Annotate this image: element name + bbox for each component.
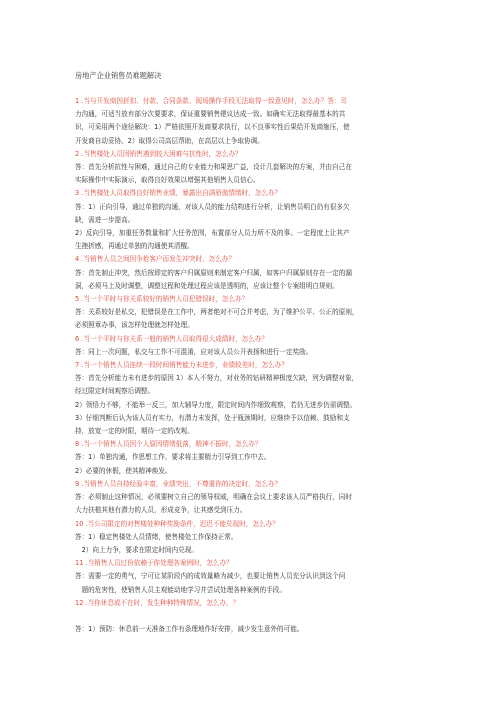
question-line: 11 .当销售人员过份依赖于你处理各案例时，怎么办？ bbox=[75, 559, 233, 568]
answer-line: 2）反向引导，加重任务数量和扩大任务范围，布置部分人员力所不及的事。一定程度上让其产 bbox=[75, 229, 350, 238]
answer-line: 答：1）预防：休息前一天准备工作有条理地作好安排，减少发生意外的可能。 bbox=[75, 625, 304, 634]
answer-line: 识，可采用两个途径解决：1）严格依照开发商要求执行，以不良事实性后果给开发商施压，使 bbox=[75, 123, 350, 132]
answer-line: 答：首先分析能力未有进步的原因 1）本人不努力，对业务的钻研精神极度欠缺，列为调整对象， bbox=[75, 374, 359, 383]
answer-line: 力沟通，可适当放弃部分次要要求，保证重要销售建议达成一致。如确实无法取得最基本的共 bbox=[75, 110, 346, 119]
question-line: 5 .当一个平时与你关系较好的销售人员犯错误时，怎么办？ bbox=[75, 295, 249, 304]
answer-line: 开发商自动妥协。2）取得公司高层帮助，在高层以上争取协调。 bbox=[75, 136, 264, 145]
answer-line: 必须照章办事，该怎样处理就怎样处理。 bbox=[75, 321, 194, 330]
question-line: 4 .当销售人员之间因争抢客户而发生冲突时，怎么办？ bbox=[75, 255, 236, 264]
answer-line: 生挫折感，再通过单独的沟通使其清醒。 bbox=[75, 242, 194, 251]
question-line: 10 .当公司限定的对售楼处种种奖励条件，迟迟不能兑现时，怎么办？ bbox=[75, 519, 279, 528]
document-body bbox=[75, 95, 427, 636]
question-line: 6 .当一个平时与你关系一般的销售人员取得很大成绩时，怎么办？ bbox=[75, 334, 269, 343]
answer-line: 答：同上一次问题，私交与工作不可混淆，应对该人员公开表扬和进行一定奖励。 bbox=[75, 347, 313, 356]
document-title: 房地产企业销售员难题解决 bbox=[75, 71, 162, 80]
answer-line: 答：首先分析抗性与困难，通过自己的专业能力和果思广益，设计几套解决的方案，并由自己在 bbox=[75, 163, 352, 172]
question-line: 8 .当一个销售人员因个人原因情绪低落，精神不振时，怎么办？ bbox=[75, 440, 262, 449]
answer-line: 题的危害性，使销售人员主观能动地学习并尝试处理各种案例的手段。 bbox=[75, 585, 286, 594]
question-line: 2 .当售楼处人员因销售遇到较大困难与抗性时，怎么办？ bbox=[75, 149, 242, 158]
answer-line: 答：必须制止这种情况，必须要树立自己的领导权威，明确在会议上要求该人员严格执行，同时 bbox=[75, 493, 352, 502]
question-line: 3 .当售楼处人员取得良好销售业绩，暴露出自满骄傲情绪时，怎么办？ bbox=[75, 189, 282, 198]
answer-line: 答：1）正向引导，通过单独的沟通，对该人员的能力结构进行分析，让销售员明白仍有很多欠 bbox=[75, 202, 350, 211]
question-line: 1 .当与开发商因折扣、付款、合同条款、现场操作手段无法取得一致意见时，怎么办？答：尽 bbox=[75, 97, 348, 105]
answer-line: 答：需要一定的勇气，宁可让某阶段内的成效量略为减少，也要让销售人员充分认识到这个问 bbox=[75, 572, 346, 581]
answer-line: 答：1）单独沟通，作思想工作，要求将主要精力引导到工作中去。 bbox=[75, 453, 271, 462]
question-line: 9 .当销售人员自持经验丰富，业绩突出，不尊重你的决定时，怎么办？ bbox=[75, 479, 282, 488]
answer-line: 洞，必须马上及时调整，调整过程和处理过程应该是透明的，应该让整个专案组明白规则。 bbox=[75, 281, 339, 290]
answer-line: 3）仔细判断后认为该人员有实力，有潜力未发挥，处于瓶颈期时，应继续予以信赖、鼓励和支 bbox=[75, 413, 350, 422]
answer-line: 缺，需进一步提高。 bbox=[75, 215, 135, 224]
question-line: 7 .当一个销售人员连续一段时间销售能力未进步，业绩较差时，怎么办？ bbox=[75, 361, 288, 370]
answer-line: 实际操作中实际演示，取得良好效果以增强其他销售人员信心。 bbox=[75, 176, 260, 185]
answer-line: 答：关系较好是私交，犯错误是在工作中，两者绝对不可合并考虑，为了维护公平、公正的原则， bbox=[75, 308, 359, 317]
answer-line: 大力扶植其他有潜力的人员，形成竞争，让其感受到压力。 bbox=[75, 506, 247, 515]
answer-line: 答：1）稳定售楼处人员情绪，使售楼处工作保持正常。 bbox=[75, 532, 238, 541]
answer-line: 2）向上力争，要求在限定时间内兑现。 bbox=[75, 545, 198, 554]
question-line: 12 .当你休息或不在时，发生种种特殊情况，怎么办，？ bbox=[75, 598, 240, 607]
blank-line bbox=[75, 610, 427, 623]
answer-line: 2）领悟力不够，不能举一反三，加大辅导力度，限定时间内作细致观察，若仍无进步仍需调整。 bbox=[75, 400, 357, 409]
answer-line: 答：首先制止冲突，然后按即定的客户归属原则来制定客户归属，如客户归属原则存在一定的漏 bbox=[75, 268, 352, 277]
answer-line: 持，放宽一定的时限，期待一定的改观。 bbox=[75, 427, 194, 436]
answer-line: 2）必要的休假，使其精神焕发。 bbox=[75, 466, 172, 475]
answer-line: 经过限定时间观察后调整。 bbox=[75, 387, 155, 396]
